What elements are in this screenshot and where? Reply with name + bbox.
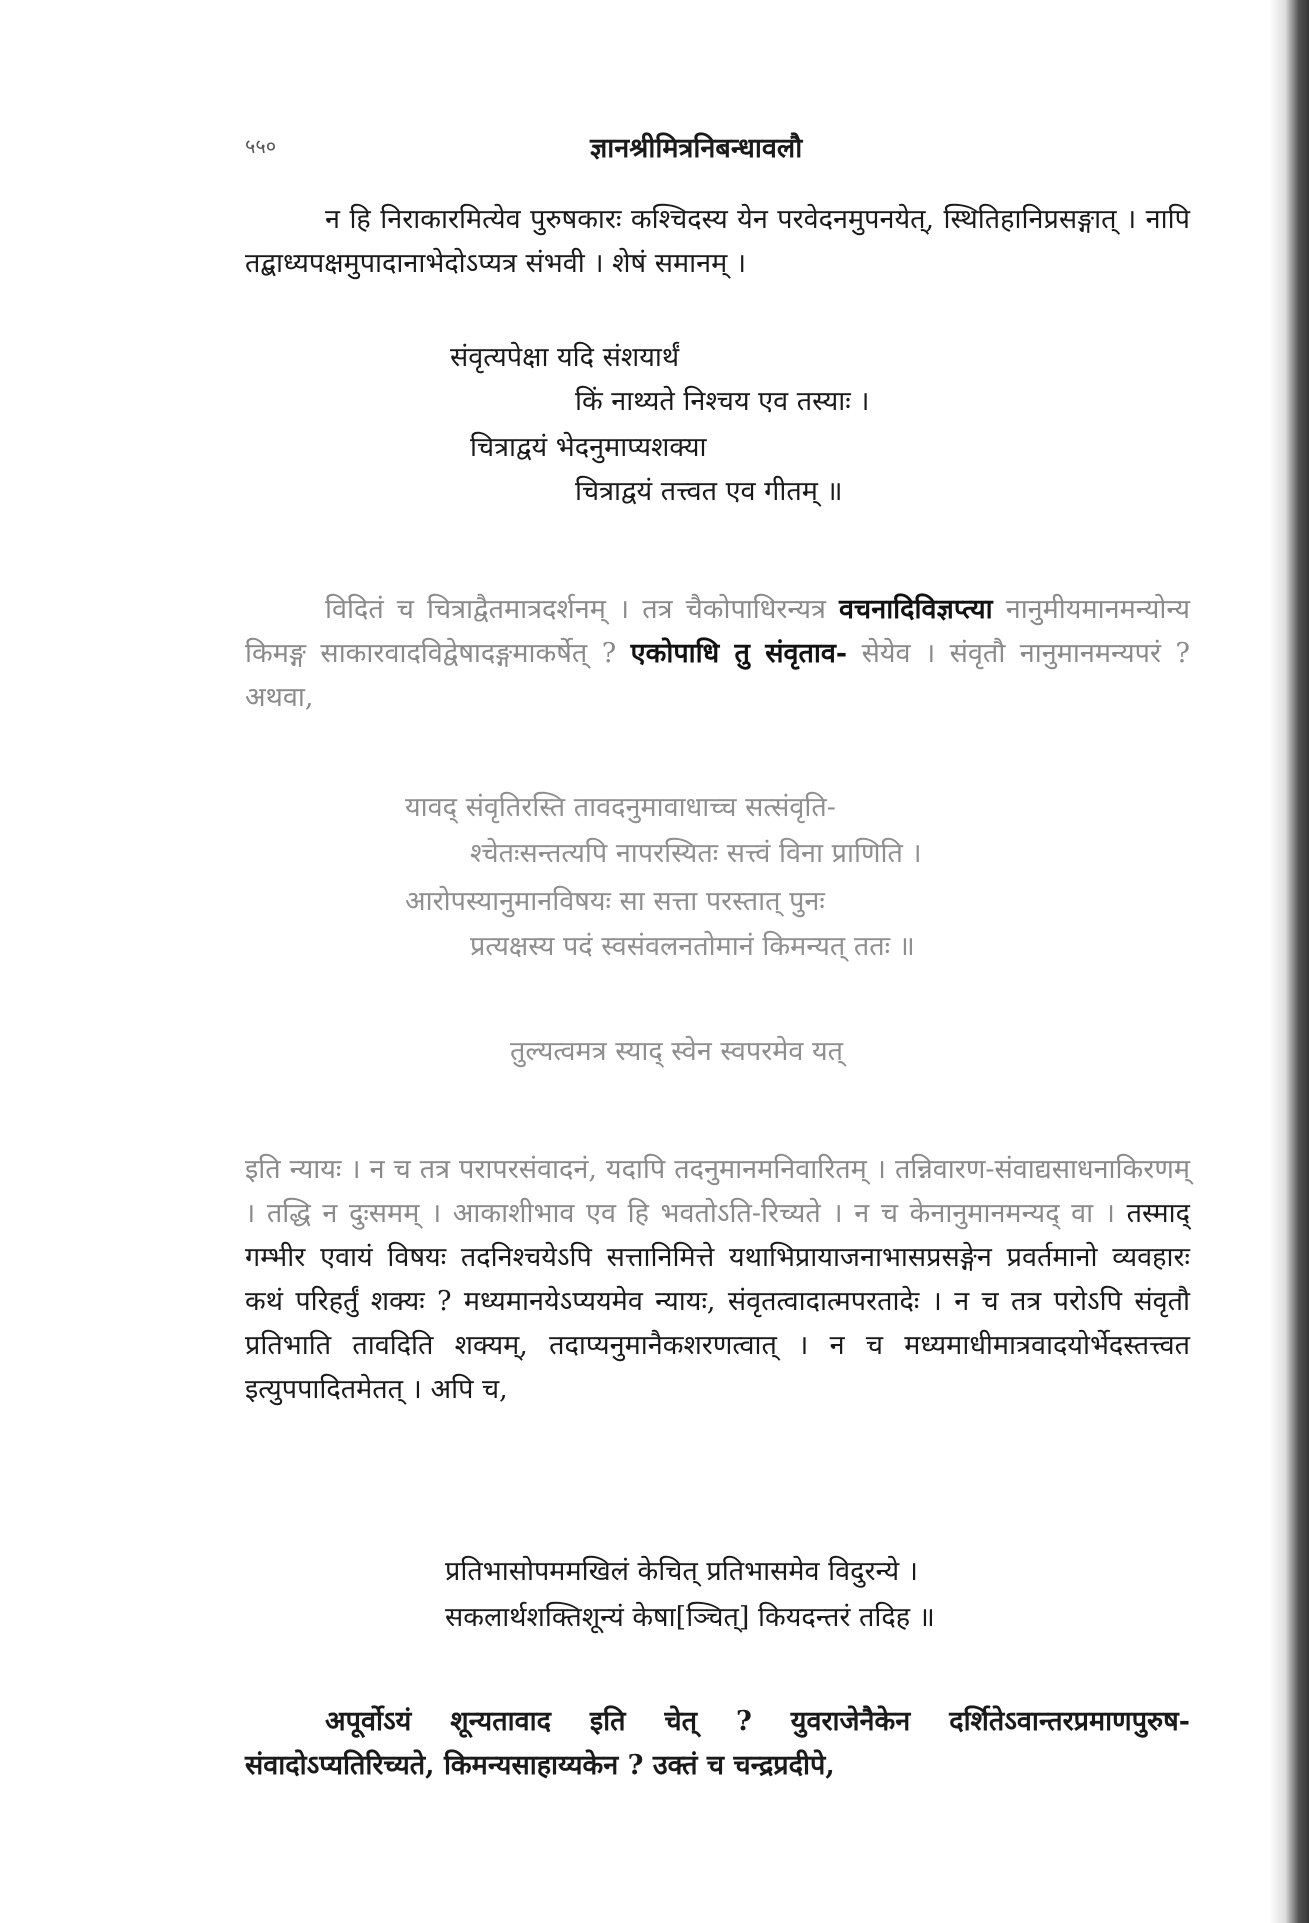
paragraph-2-text-c: सेयेव । संवृतौ नानुमानमन्यपरं ? अथवा,: [245, 638, 1190, 713]
paragraph-2-bold-b: एकोपाधि तु संवृताव-: [630, 638, 848, 669]
verse-2-line-1: यावद् संवृतिरस्ति तावदनुमावाधाच्च सत्संवृति-: [405, 792, 836, 823]
verse-4-line-2: सकलार्थशक्तिशून्यं केषा[ञ्चित्] कियदन्तरं तदिह ॥: [445, 1602, 935, 1633]
verse-1-line-4: चित्राद्वयं तत्त्वत एव गीतम् ॥: [575, 476, 843, 507]
verse-1-line-2: किं नाथ्यते निश्चय एव तस्याः ।: [575, 386, 870, 417]
paragraph-3-faded: इति न्यायः । न च तत्र परापरसंवादनं, यदापि तदनुमानमनिवारितम् । तन्निवारण-संवाद्यसाधनाकिरणम् । तद्धि न दुःसमम् । आकाशीभाव एव हि भवतोऽति-रिच्यते । न च केनानुमानमन्यद् वा ।: [245, 1154, 1190, 1229]
verse-2-line-2: श्चेतःसन्तत्यपि नापरस्यितः सत्त्वं विना प्राणिति ।: [470, 838, 922, 869]
page-header: [245, 128, 1145, 168]
paragraph-3: [245, 1148, 1190, 1412]
paragraph-3-text: तस्माद् गम्भीर एवायं विषयः तदनिश्चयेऽपि सत्तानिमित्ते यथाभिप्रायाजनाभासप्रसङ्गेन प्रवर्तमानो व्यवहारः कथं परिहर्तुं शक्यः ? मध्यमानयेऽप्ययमेव न्यायः, संवृतत्वादात्मपरतादेः । न च तत्र परोऽपि संवृतौ प्रतिभाति तावदिति शक्यम्, तदाप्यनुमानैकशरणत्वात् । न च मध्यमाधीमात्रवादयोर्भेदस्तत्त्वत इत्युपपादितमेतत् । अपि च,: [245, 1198, 1190, 1405]
paragraph-2-text-a: विदितं च चित्राद्वैतमात्रदर्शनम् । तत्र चैकोपाधिरन्यत्र: [325, 594, 826, 625]
verse-2-line-3: आरोपस्यानुमानविषयः सा सत्ता परस्तात् पुनः: [405, 886, 825, 917]
running-title: ज्ञानश्रीमित्रनिबन्धावलौ: [590, 133, 803, 164]
page-number: ५५०: [245, 134, 277, 158]
verse-3-line-1: तुल्यत्वमत्र स्याद् स्वेन स्वपरमेव यत्: [510, 1036, 844, 1067]
paragraph-4: अपूर्वोऽयं शून्यतावाद इति चेत् ? युवराजेनैकेन दर्शितेऽवान्तरप्रमाणपुरुष-संवादोऽप्यतिरिच्यते, किमन्यसाहाय्यकेन ? उक्तं च चन्द्रप्रदीपे,: [245, 1706, 1190, 1781]
paragraph-2: [245, 588, 1190, 720]
verse-1-line-1: संवृत्यपेक्षा यदि संशयार्थं: [450, 342, 680, 373]
paragraph-2-text-b: नानुमीयमानमन्योन्य किमङ्ग साकारवादविद्वेषादङ्गमाकर्षेत् ?: [245, 594, 1190, 669]
verse-1-line-3: चित्राद्वयं भेदनुमाप्यशक्या: [470, 432, 707, 463]
paragraph-1: न हि निराकारमित्येव पुरुषकारः कश्चिदस्य येन परवेदनमुपनयेत्, स्थितिहानिप्रसङ्गात् । नापि तद्बाध्यपक्षमुपादानाभेदोऽप्यत्र संभवी । शेषं समानम् ।: [245, 204, 1190, 279]
verse-4-line-1: प्रतिभासोपममखिलं केचित् प्रतिभासमेव विदुरन्ये ।: [445, 1556, 918, 1587]
paragraph-2-bold-a: वचनादिविज्ञप्त्या: [839, 594, 993, 625]
scan-page-edge: [1269, 0, 1309, 1923]
verse-2-line-4: प्रत्यक्षस्य पदं स्वसंवलनतोमानं किमन्यत् ततः ॥: [470, 931, 915, 962]
